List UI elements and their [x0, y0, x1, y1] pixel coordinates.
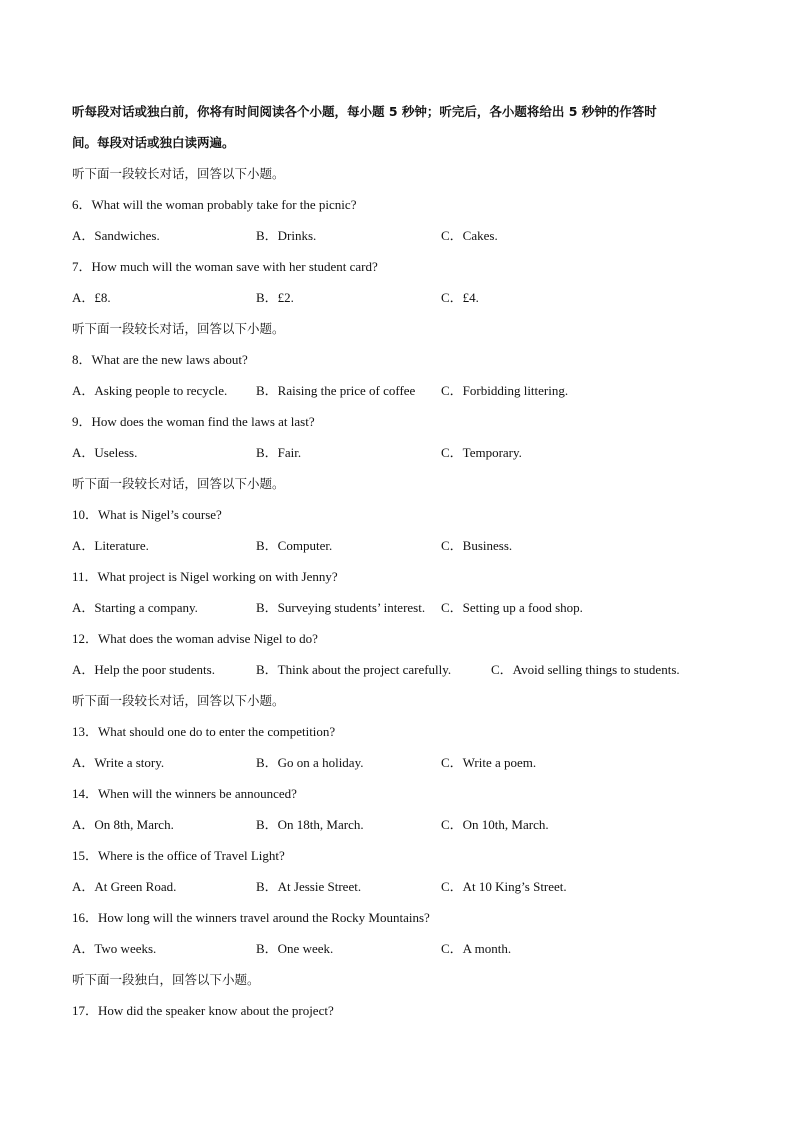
answer-option-c[interactable]: C．Setting up a food shop. [441, 600, 583, 615]
answer-option-c[interactable]: C．Temporary. [441, 445, 522, 460]
answer-option-b[interactable]: B．Go on a holiday. [256, 755, 364, 770]
answer-option-c[interactable]: C．On 10th, March. [441, 817, 549, 832]
section-heading: 听下面一段较长对话，回答以下小题。 [72, 166, 285, 181]
question-text: 14．When will the winners be announced? [72, 786, 297, 801]
question-text: 13．What should one do to enter the competition? [72, 724, 336, 739]
answer-option-b[interactable]: B．Think about the project carefully. [256, 662, 452, 677]
answer-option-c[interactable]: C．£4. [441, 290, 479, 305]
question-text: 17．How did the speaker know about the project? [72, 1003, 334, 1018]
answer-option-a[interactable]: A．Asking people to recycle. [72, 383, 228, 398]
question-text: 16．How long will the winners travel around the Rocky Mountains? [72, 910, 430, 925]
question-text: 9．How does the woman find the laws at last? [72, 414, 315, 429]
question-text: 11．What project is Nigel working on with Jenny? [72, 569, 338, 584]
answer-option-a[interactable]: A．Useless. [72, 445, 138, 460]
answer-option-b[interactable]: B．£2. [256, 290, 294, 305]
section-heading: 听下面一段独白，回答以下小题。 [72, 972, 260, 987]
answer-option-b[interactable]: B．At Jessie Street. [256, 879, 362, 894]
question-text: 10．What is Nigel’s course? [72, 507, 222, 522]
answer-option-c[interactable]: C．Avoid selling things to students. [491, 662, 680, 677]
answer-option-b[interactable]: B．On 18th, March. [256, 817, 364, 832]
answer-option-c[interactable]: C．Forbidding littering. [441, 383, 569, 398]
answer-option-b[interactable]: B．Surveying students’ interest. [256, 600, 426, 615]
answer-option-a[interactable]: A．Write a story. [72, 755, 165, 770]
answer-option-c[interactable]: C．Write a poem. [441, 755, 537, 770]
answer-option-a[interactable]: A．Starting a company. [72, 600, 198, 615]
answer-option-c[interactable]: C．Cakes. [441, 228, 498, 243]
answer-option-a[interactable]: A．On 8th, March. [72, 817, 174, 832]
section-heading: 听下面一段较长对话，回答以下小题。 [72, 693, 285, 708]
answer-option-b[interactable]: B．Drinks. [256, 228, 317, 243]
answer-option-b[interactable]: B．Fair. [256, 445, 302, 460]
question-text: 6．What will the woman probably take for the picnic? [72, 197, 357, 212]
answer-option-a[interactable]: A．Sandwiches. [72, 228, 160, 243]
question-text: 12．What does the woman advise Nigel to do? [72, 631, 318, 646]
instructions-line-2: 间。每段对话或独白读两遍。 [72, 135, 235, 150]
answer-option-c[interactable]: C．At 10 King’s Street. [441, 879, 567, 894]
answer-option-a[interactable]: A．£8. [72, 290, 111, 305]
instructions-line-1: 听每段对话或独白前，你将有时间阅读各个小题，每小题 5 秒钟；听完后，各小题将给出 5 秒钟的作答时 [72, 104, 657, 119]
question-text: 7．How much will the woman save with her student card? [72, 259, 378, 274]
section-heading: 听下面一段较长对话，回答以下小题。 [72, 321, 285, 336]
answer-option-a[interactable]: A．At Green Road. [72, 879, 177, 894]
answer-option-a[interactable]: A．Literature. [72, 538, 149, 553]
answer-option-b[interactable]: B．One week. [256, 941, 334, 956]
section-heading: 听下面一段较长对话，回答以下小题。 [72, 476, 285, 491]
answer-option-b[interactable]: B．Computer. [256, 538, 333, 553]
answer-option-c[interactable]: C．A month. [441, 941, 512, 956]
answer-option-b[interactable]: B．Raising the price of coffee [256, 383, 416, 398]
answer-option-c[interactable]: C．Business. [441, 538, 513, 553]
answer-option-a[interactable]: A．Help the poor students. [72, 662, 215, 677]
answer-option-a[interactable]: A．Two weeks. [72, 941, 157, 956]
question-text: 15．Where is the office of Travel Light? [72, 848, 285, 863]
question-text: 8．What are the new laws about? [72, 352, 248, 367]
